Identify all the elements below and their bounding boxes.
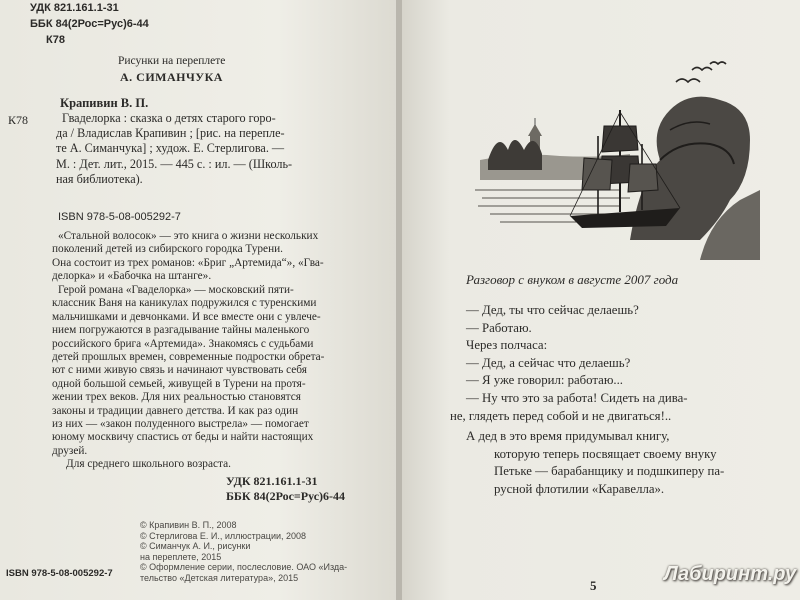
- closing-paragraph: А дед в это время придумывал книгу, которую теперь посвящает своему внуку Петьке — барабанщику и подшкиперу па- русной флотилии «Каравелла».: [466, 429, 725, 496]
- copyright-block: © Крапивин В. П., 2008 © Стерлигова Е. И., иллюстрации, 2008 © Симанчук А. И., рисунки на переплете, 2015 © Оформление серии, послесловие. ОАО «Изда- тельство «Детская литература», 2015: [140, 520, 348, 583]
- udk-header: УДК 821.161.1-31 ББК 84(2Рос=Рус)6-44 К78: [30, 2, 149, 46]
- catalog-code: К78: [8, 113, 29, 127]
- page-number: 5: [590, 578, 597, 593]
- cover-artist: А. СИМАНЧУКА: [120, 70, 223, 84]
- cover-note: Рисунки на переплете: [118, 55, 226, 67]
- age-note: Для среднего школьного возраста.: [66, 458, 231, 470]
- isbn-footer: ISBN 978-5-08-005292-7: [6, 568, 113, 579]
- right-page: [402, 0, 800, 600]
- annotation-paragraph-2: Герой романа «Гваделорка» — московский пяти- классник Ваня на каникулах подружился с туренскими мальчишками и девчонками. И все вместе они с увлече- нием погружаются в разгадывание тайны маленького российского брига «Артемида». Знакомясь с судьбами детей прошлых времен, современные подростки обрета- ют с ними живую связь и начинают чувствовать себя одной большой семьей, живущей в Турени на протя- жении трех веков. Для них реальностью становятся законы и традиции давнего детства. И как раз один из них — «закон полуденного выстрела» — помогает юному москвичу спастись от беды и найти настоящих друзей.: [52, 284, 325, 457]
- left-page: [0, 0, 398, 600]
- ship-illustration: [470, 40, 760, 260]
- udk-footer: УДК 821.161.1-31 ББК 84(2Рос=Рус)6-44: [226, 474, 346, 503]
- dialogue-block: — Дед, ты что сейчас делаешь? — Работаю. Через полчаса: — Дед, а сейчас что делаешь? — Я уже говорил: работаю... — Ну что это за работа! Сидеть на дива- не, глядеть перед собой и не двигаться!..: [450, 303, 688, 423]
- annotation-paragraph-1: «Стальной волосок» — это книга о жизни нескольких поколений детей из сибирского городка Турени. Она состоит из трех романов: «Бриг „Артемида“», «Гва- делорка» и «Бабочка на штанге».: [52, 230, 324, 283]
- author-heading: Крапивин В. П.: [60, 96, 149, 110]
- labirint-watermark: Лабиринт.ру: [664, 563, 797, 585]
- bibliographic-record: Гваделорка : сказка о детях старого горо- да / Владислав Крапивин ; [рис. на перепле- те А. Симанчука] ; худож. Е. Стерлигова. — М. : Дет. лит., 2015. — 445 с. : ил. — (Школь- ная библиотека).: [56, 111, 293, 186]
- chapter-title: Разговор с внуком в августе 2007 года: [466, 272, 679, 287]
- isbn: ISBN 978-5-08-005292-7: [58, 211, 181, 223]
- birds-icon: [676, 62, 726, 82]
